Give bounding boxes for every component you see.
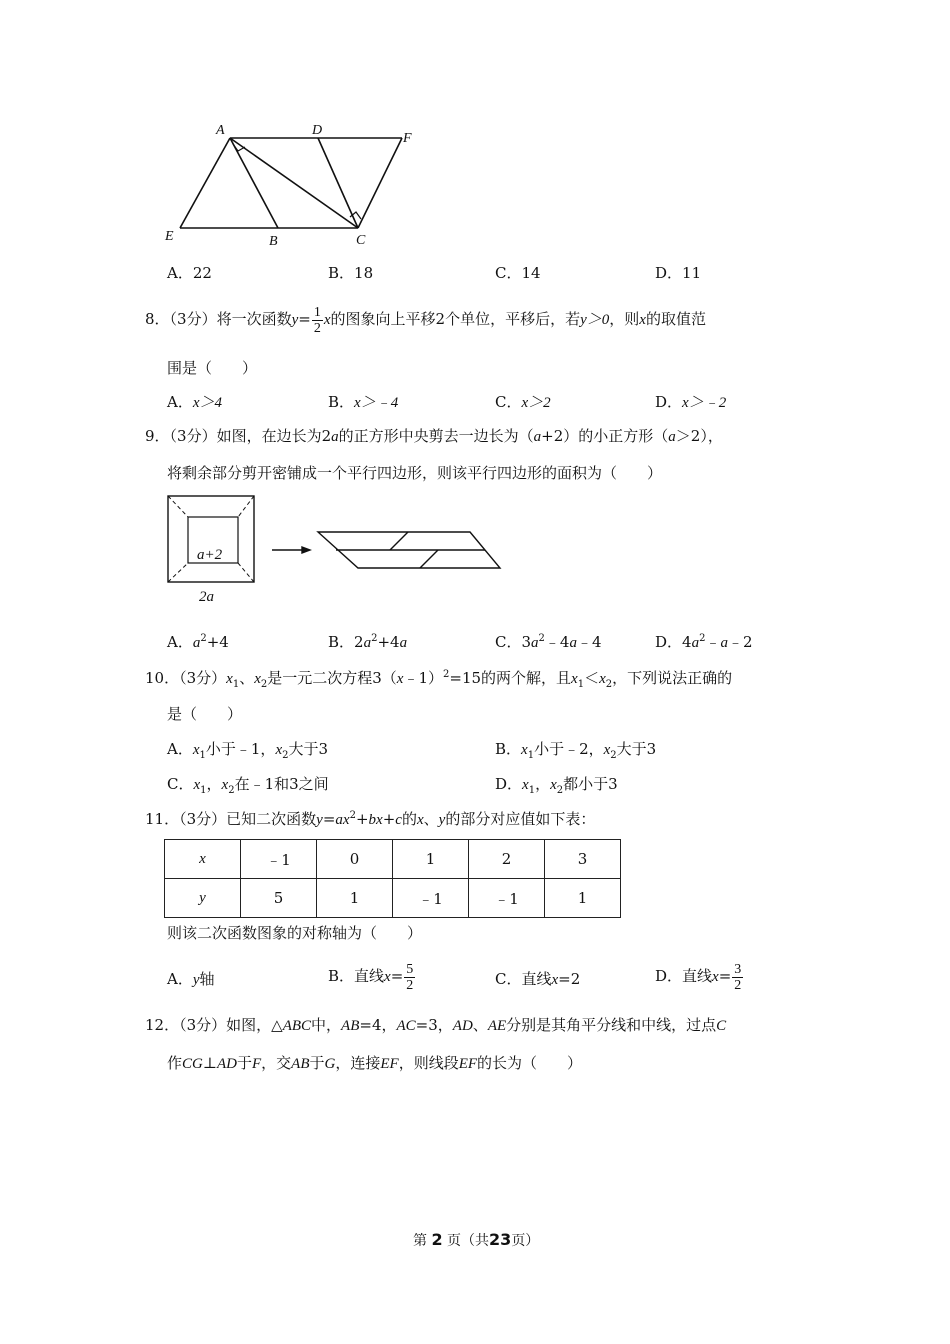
q8-line2: 围是（ ） bbox=[167, 359, 258, 377]
q10-text3: ﹣1） bbox=[403, 669, 444, 687]
q12-score: （3分） bbox=[179, 1016, 227, 1034]
q8-number: 8． bbox=[145, 310, 170, 328]
q11-opt-c-text: =2 bbox=[558, 970, 581, 988]
q9-text2: 的正方形中央剪去一边长为（ bbox=[338, 427, 534, 445]
q7-option-d[interactable]: D．11 bbox=[655, 264, 702, 282]
q10-text2: 是一元二次方程3（ bbox=[267, 669, 397, 687]
q12-t6: 分别是其角平分线和中线，过点 bbox=[506, 1016, 717, 1034]
q11-line2: 则该二次函数图象的对称轴为（ ） bbox=[167, 924, 423, 942]
label-f: F bbox=[403, 131, 412, 146]
q9-stem bbox=[145, 425, 723, 446]
q9-text1: 如图，在边长为2 bbox=[216, 427, 332, 445]
label-d: D bbox=[312, 123, 323, 138]
q9-opt-b-label: B． bbox=[328, 633, 355, 651]
q12-number: 12． bbox=[145, 1016, 180, 1034]
q11-option-d[interactable]: D．直线x= $\frac{3}{2}$ bbox=[655, 961, 742, 993]
q9-option-b[interactable]: B．$2a^2+4a$ bbox=[328, 633, 408, 651]
q10-opt-c-t1: ， bbox=[206, 775, 222, 793]
q8-frac-num: 1 bbox=[313, 304, 321, 320]
q8-x2: x bbox=[639, 312, 646, 328]
q9-inner-label: a+2 bbox=[197, 547, 223, 563]
q10-opt-b-t1: 小于﹣2， bbox=[534, 740, 604, 758]
q11-number: 11． bbox=[145, 810, 180, 828]
q8-cond: y＞0 bbox=[580, 312, 610, 328]
q8-opt-a-label: A． bbox=[167, 393, 193, 411]
q10-opt-d-label: D． bbox=[495, 775, 523, 793]
q12-ad2: AD bbox=[216, 1056, 237, 1072]
q9-text3: +2）的小正方形（ bbox=[541, 427, 669, 445]
x-cell: 3 bbox=[545, 840, 621, 879]
q10-text5: ＜ bbox=[584, 669, 600, 687]
q11-opt-d-den: 2 bbox=[734, 977, 742, 993]
q9-option-a[interactable]: A．$a^2+4$ bbox=[167, 633, 229, 651]
y-cell: 5 bbox=[241, 879, 317, 918]
q12-ad: AD bbox=[452, 1018, 473, 1034]
q8-opt-d-value: x＞﹣2 bbox=[682, 395, 727, 411]
q12-c: C bbox=[716, 1018, 727, 1034]
q9-option-c[interactable]: C．$3a^2﹣4a﹣4$ bbox=[495, 633, 602, 651]
q10-sup: 2 bbox=[443, 669, 450, 680]
q9-text4: ＞2）， bbox=[675, 427, 723, 445]
table-head-x: x bbox=[165, 840, 241, 879]
q9-option-d[interactable]: D．$4a^2﹣a﹣2$ bbox=[655, 633, 753, 651]
q12-l2-5: 于 bbox=[309, 1054, 325, 1072]
label-b: B bbox=[269, 234, 278, 249]
q11-text2: 的 bbox=[401, 810, 417, 828]
q11-opt-d-num: 3 bbox=[734, 961, 742, 977]
table-row bbox=[165, 840, 621, 879]
q12-cg: CG bbox=[182, 1056, 203, 1072]
q8-opt-a-value: x＞4 bbox=[192, 395, 223, 411]
footer-mid: 页（共 bbox=[447, 1233, 490, 1249]
q12-f: F bbox=[251, 1056, 262, 1072]
q8-option-a[interactable] bbox=[167, 391, 222, 412]
label-e: E bbox=[165, 229, 174, 244]
q10-option-a[interactable]: A．$x_1$小于﹣1，$x_2$大于3 bbox=[167, 740, 329, 761]
label-c: C bbox=[356, 233, 366, 248]
q10-opt-d-t2: 都小于3 bbox=[563, 775, 618, 793]
q10-opt-b-label: B． bbox=[495, 740, 522, 758]
q10-opt-a-label: A． bbox=[167, 740, 193, 758]
q10-text6: ，下列说法正确的 bbox=[612, 669, 733, 687]
q12-l2-4: ，交 bbox=[261, 1054, 292, 1072]
q10-option-b[interactable]: B．$x_1$小于﹣2，$x_2$大于3 bbox=[495, 740, 657, 761]
q11-text4: 的部分对应值如下表： bbox=[445, 810, 596, 828]
q8-eq: = bbox=[298, 310, 311, 328]
q12-ab2: AB bbox=[291, 1056, 310, 1072]
q9-opt-c-label: C． bbox=[495, 633, 522, 651]
q10-stem: 10．（3分）$x_1$、$x_2$是一元二次方程3（x﹣1）$^2$=15的两个解，且$x_1<x_2$，下列说法正确的 bbox=[145, 669, 733, 690]
q11-opt-b-num: 5 bbox=[406, 961, 414, 977]
q11-stem: 11．（3分）已知二次函数$y=ax^2+bx+c$的x、y的部分对应值如下表： bbox=[145, 810, 596, 828]
table-row bbox=[165, 879, 621, 918]
q8-opt-c-value: x＞2 bbox=[521, 395, 551, 411]
x-cell: 1 bbox=[393, 840, 469, 879]
q8-option-d[interactable] bbox=[655, 391, 726, 412]
q8-opt-c-label: C． bbox=[495, 393, 522, 411]
q9-square-figure bbox=[160, 490, 520, 608]
q8-text2: 的图象向上平移2个单位，平移后，若 bbox=[330, 310, 581, 328]
q8-stem bbox=[145, 304, 706, 336]
footer-total-pages: 23 bbox=[489, 1230, 512, 1249]
q8-y: y bbox=[291, 312, 299, 328]
q12-t4: =3， bbox=[415, 1016, 453, 1034]
q11-option-c[interactable]: C．直线x=2 bbox=[495, 970, 581, 988]
q12-abc: ABC bbox=[282, 1018, 312, 1034]
q10-score: （3分） bbox=[179, 669, 227, 687]
q12-t5: 、 bbox=[472, 1016, 488, 1034]
q12-line2 bbox=[167, 1052, 582, 1073]
q10-line2: 是（ ） bbox=[167, 705, 243, 723]
x-cell: 0 bbox=[317, 840, 393, 879]
q8-fraction bbox=[312, 305, 323, 336]
y-cell: ﹣1 bbox=[393, 879, 469, 918]
q9-number: 9． bbox=[145, 427, 170, 445]
q8-option-c[interactable] bbox=[495, 391, 551, 412]
q12-l2-8: 的长为（ ） bbox=[477, 1054, 583, 1072]
q12-g: G bbox=[324, 1056, 336, 1072]
y-cell: ﹣1 bbox=[469, 879, 545, 918]
q11-text1: 已知二次函数 bbox=[226, 810, 317, 828]
q9-a1: a bbox=[331, 429, 339, 445]
q11-opt-d-fraction bbox=[732, 962, 743, 993]
q10-text4: =15的两个解，且 bbox=[449, 669, 572, 687]
x-cell: 2 bbox=[469, 840, 545, 879]
q10-option-c[interactable]: C．$x_1$，$x_2$在﹣1和3之间 bbox=[167, 775, 329, 796]
q12-stem bbox=[145, 1014, 726, 1035]
q8-text3: ，则 bbox=[609, 310, 640, 328]
q10-opt-c-label: C． bbox=[167, 775, 194, 793]
q11-opt-b-fraction bbox=[404, 962, 415, 993]
q9-a2: a bbox=[533, 429, 542, 445]
q8-text1: 将一次函数 bbox=[216, 310, 292, 328]
q11-value-table bbox=[164, 839, 621, 918]
q8-option-b[interactable] bbox=[328, 391, 398, 412]
q10-text1: 、 bbox=[239, 669, 255, 687]
q12-ac: AC bbox=[396, 1018, 416, 1034]
q7-parallelogram-figure bbox=[160, 118, 430, 250]
q8-score: （3分） bbox=[169, 310, 217, 328]
q9-score: （3分） bbox=[169, 427, 217, 445]
q8-x: x bbox=[323, 312, 331, 328]
q10-opt-c-t2: 在﹣1和3之间 bbox=[234, 775, 329, 793]
q10-opt-a-t1: 小于﹣1， bbox=[205, 740, 276, 758]
q8-frac-den: 2 bbox=[313, 320, 321, 336]
q8-opt-b-label: B． bbox=[328, 393, 355, 411]
q8-opt-d-label: D． bbox=[655, 393, 683, 411]
q11-opt-a-label: A． bbox=[167, 970, 193, 988]
q9-a3: a bbox=[668, 429, 676, 445]
q12-t2: 中， bbox=[311, 1016, 342, 1034]
page-footer bbox=[413, 1230, 539, 1250]
q11-text3: 、 bbox=[423, 810, 439, 828]
q10-option-d[interactable]: D．$x_1$，$x_2$都小于3 bbox=[495, 775, 618, 796]
q8-opt-b-value: x＞﹣4 bbox=[354, 395, 399, 411]
label-a: A bbox=[216, 123, 225, 138]
footer-pre: 第 bbox=[413, 1233, 427, 1249]
q10-number: 10． bbox=[145, 669, 180, 687]
q11-opt-a-text: 轴 bbox=[199, 970, 215, 988]
q11-opt-c-label: C．直线 bbox=[495, 970, 552, 988]
q10-opt-b-t2: 大于3 bbox=[616, 740, 657, 758]
q9-opt-d-label: D． bbox=[655, 633, 683, 651]
y-cell: 1 bbox=[545, 879, 621, 918]
q7-option-b[interactable]: B．18 bbox=[328, 264, 374, 282]
q11-opt-b-label: B．直线 bbox=[328, 967, 385, 985]
q7-option-a[interactable]: A．22 bbox=[167, 264, 212, 282]
q12-l2-2: ⊥ bbox=[202, 1054, 217, 1072]
footer-page-number: 2 bbox=[431, 1230, 443, 1249]
q10-opt-d-t1: ， bbox=[535, 775, 551, 793]
q9-line2: 将剩余部分剪开密铺成一个平行四边形，则该平行四边形的面积为（ ） bbox=[167, 464, 663, 482]
q8-text4: 的取值范 bbox=[645, 310, 706, 328]
q12-ae: AE bbox=[487, 1018, 507, 1034]
q11-option-b[interactable]: B．直线x= $\frac{5}{2}$ bbox=[328, 961, 414, 993]
q11-option-a[interactable]: A．y轴 bbox=[167, 970, 215, 988]
q12-t1: 如图，△ bbox=[226, 1016, 283, 1034]
q9-opt-a-label: A． bbox=[167, 633, 193, 651]
q12-ef: EF bbox=[380, 1056, 399, 1072]
x-cell: ﹣1 bbox=[241, 840, 317, 879]
q11-opt-d-label: D．直线 bbox=[655, 967, 713, 985]
y-cell: 1 bbox=[317, 879, 393, 918]
table-head-y: y bbox=[165, 879, 241, 918]
footer-post: 页） bbox=[511, 1233, 540, 1249]
q12-l2-7: ，则线段 bbox=[398, 1054, 459, 1072]
q12-ef2: EF bbox=[458, 1056, 478, 1072]
q12-l2-6: ，连接 bbox=[335, 1054, 381, 1072]
q7-option-c[interactable]: C．14 bbox=[495, 264, 541, 282]
q12-ab: AB bbox=[341, 1018, 360, 1034]
q9-outer-label: 2a bbox=[199, 589, 214, 605]
q11-score: （3分） bbox=[179, 810, 227, 828]
q12-l2-1: 作 bbox=[167, 1054, 183, 1072]
q10-opt-a-t2: 大于3 bbox=[288, 740, 329, 758]
q12-t3: =4， bbox=[359, 1016, 397, 1034]
q11-opt-b-den: 2 bbox=[406, 977, 414, 993]
q12-l2-3: 于 bbox=[236, 1054, 252, 1072]
